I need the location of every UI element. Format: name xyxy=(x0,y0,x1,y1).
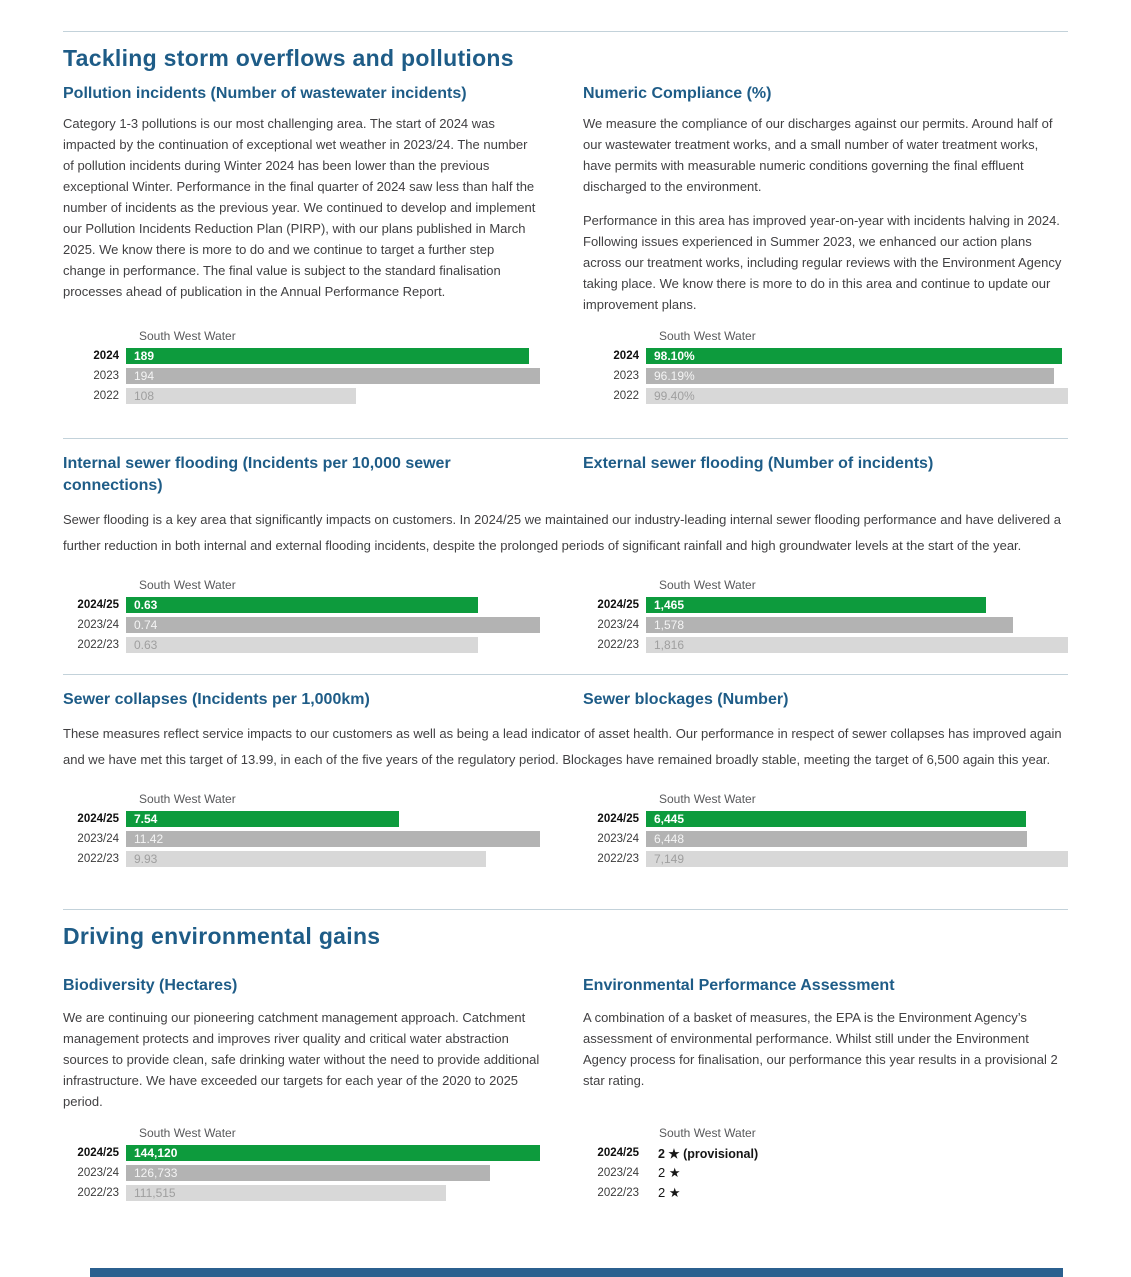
bar-track xyxy=(646,851,1068,867)
bar-value-label: 99.40% xyxy=(654,389,695,403)
report-page xyxy=(0,31,1131,1277)
bar-2022-23 xyxy=(126,851,486,867)
chart-series-label: South West Water xyxy=(659,329,756,343)
chart-year-label: 2022 xyxy=(93,390,119,402)
bar-2022-23 xyxy=(126,1185,446,1201)
sewer-body: These measures reflect service impacts to our customers as well as being a lead indicator of asset health. Our performance in respect of sewer collapses has improved again and we have met this target of 13.99, in each of the five years of the regulatory period. Blockages have remained broadly stable, meeting the target of 6,500 again this year. xyxy=(63,726,1062,767)
pollution-incidents-column xyxy=(63,83,540,408)
bar-value-label: 0.63 xyxy=(134,638,158,652)
biodiversity-column xyxy=(63,975,540,1205)
numeric-compliance-heading: Numeric Compliance (%) xyxy=(583,85,772,102)
internal-flooding-heading: Internal sewer flooding (Incidents per 10,000 sewer connections) xyxy=(63,455,451,494)
pollution-incidents-body: Category 1-3 pollutions is our most challenging area. The start of 2024 was impacted by the continuation of exceptional wet weather in 2023/24. The number of pollution incidents during Winter 2024 has been lower than the previous exceptional Winter. Performance in the final quarter of 2024 saw less than half the number of incidents as the previous year. We continued to develop and implement our Pollution Incidents Reduction Plan (PIRP), with our plans published in March 2025. We know there is more to do and we continue to target a further step change in performance. The final value is subject to the standard finalisation processes ahead of publication in the Annual Performance Report. xyxy=(63,116,536,299)
bar-value-label: 111,515 xyxy=(134,1186,176,1200)
bar-value-label: 1,578 xyxy=(654,618,685,632)
bar-2024-25 xyxy=(126,1145,540,1161)
chart-row-2024-25 xyxy=(583,1145,1068,1161)
environment-columns xyxy=(63,975,1068,1205)
chart-series-label: South West Water xyxy=(139,1126,236,1140)
bar-track xyxy=(126,1165,540,1181)
biodiversity-heading: Biodiversity (Hectares) xyxy=(63,977,238,994)
sewer-collapses-chart xyxy=(63,778,540,871)
chart-row-2022-23 xyxy=(63,1185,540,1201)
bar-track xyxy=(646,368,1068,384)
bar-2024-25 xyxy=(126,597,478,613)
section-divider xyxy=(63,909,1068,910)
chart-row-2024-25 xyxy=(63,811,540,827)
chart-year-label: 2022/23 xyxy=(597,1187,639,1199)
bar-track xyxy=(646,637,1068,653)
bar-track xyxy=(126,368,540,384)
chart-series-label: South West Water xyxy=(659,1126,756,1140)
chart-year-label: 2022 xyxy=(613,390,639,402)
chart-year-label: 2023/24 xyxy=(597,619,639,631)
chart-row-2022 xyxy=(583,388,1068,404)
chart-year-label: 2023/24 xyxy=(77,1167,119,1179)
chart-series-label: South West Water xyxy=(659,792,756,806)
chart-year-label: 2024/25 xyxy=(77,1147,119,1159)
chart-row-2023-24 xyxy=(583,617,1068,633)
bar-2024-25 xyxy=(646,811,1026,827)
section-divider xyxy=(63,438,1068,439)
sewer-charts xyxy=(63,778,1068,871)
chart-series-label: South West Water xyxy=(139,329,236,343)
chart-row-2022 xyxy=(63,388,540,404)
numeric-compliance-chart xyxy=(583,315,1068,408)
bar-track xyxy=(646,348,1068,364)
bar-2024 xyxy=(646,348,1062,364)
epa-body: A combination of a basket of measures, the EPA is the Environment Agency’s assessment of environmental performance. Whilst still under the Environment Agency process for finalisation, our performance this year results in a provisional 2 star rating. xyxy=(583,1010,1058,1088)
chart-year-label: 2024/25 xyxy=(597,599,639,611)
chart-year-label: 2023/24 xyxy=(597,833,639,845)
numeric-compliance-column xyxy=(583,83,1068,408)
bar-value-label: 96.19% xyxy=(654,369,695,383)
chart-year-label: 2023/24 xyxy=(77,833,119,845)
bar-value-label: 0.63 xyxy=(134,598,158,612)
page-content xyxy=(0,31,1131,1205)
chart-row-2022-23 xyxy=(583,1185,1068,1201)
bar-2024-25 xyxy=(126,811,399,827)
bar-2023-24 xyxy=(646,617,1013,633)
bar-track xyxy=(126,811,540,827)
chart-row-2022-23 xyxy=(63,637,540,653)
chart-row-2023-24 xyxy=(583,831,1068,847)
bar-value-label: 6,445 xyxy=(654,812,685,826)
chart-year-label: 2024/25 xyxy=(77,813,119,825)
bar-value-label: 144,120 xyxy=(134,1146,178,1160)
biodiversity-body: We are continuing our pioneering catchment management approach. Catchment management protects and improves river quality and critical water abstraction sources to provide clean, safe drinking water without the need to provide additional infrastructure. We have exceeded our targets for each year of the 2020 to 2025 period. xyxy=(63,1010,540,1109)
bar-track xyxy=(646,617,1068,633)
bar-2023-24 xyxy=(126,617,540,633)
epa-heading: Environmental Performance Assessment xyxy=(583,977,895,994)
section-title-storm: Tackling storm overflows and pollutions xyxy=(63,45,514,71)
bar-value-label: 98.10% xyxy=(654,349,695,363)
chart-year-label: 2022/23 xyxy=(597,853,639,865)
chart-year-label: 2023 xyxy=(93,370,119,382)
bar-2023-24 xyxy=(126,1165,490,1181)
bar-track xyxy=(646,388,1068,404)
bar-value-label: 126,733 xyxy=(134,1166,178,1180)
chart-row-2024-25 xyxy=(583,597,1068,613)
bar-value-label: 9.93 xyxy=(134,852,158,866)
bar-value-label: 6,448 xyxy=(654,832,685,846)
chart-year-label: 2024/25 xyxy=(597,813,639,825)
section-divider xyxy=(63,31,1068,32)
chart-year-label: 2023/24 xyxy=(77,619,119,631)
sewer-blockages-heading: Sewer blockages (Number) xyxy=(583,691,789,708)
chart-row-2023-24 xyxy=(583,1165,1068,1181)
sewer-headings xyxy=(63,689,1068,711)
chart-year-label: 2024 xyxy=(93,350,119,362)
chart-row-2022-23 xyxy=(583,637,1068,653)
bar-2022 xyxy=(126,388,356,404)
star-rating-value: 2 ★ xyxy=(658,1185,681,1200)
bar-track xyxy=(126,851,540,867)
chart-series-label: South West Water xyxy=(659,578,756,592)
chart-year-label: 2022/23 xyxy=(77,639,119,651)
bar-value-label: 1,816 xyxy=(654,638,685,652)
chart-year-label: 2022/23 xyxy=(77,1187,119,1199)
bar-track xyxy=(126,388,540,404)
bar-2024-25 xyxy=(646,597,986,613)
numeric-compliance-body-2: Performance in this area has improved year-on-year with incidents halving in 2024. Following issues experienced in Summer 2023, we enhanced our action plans across our treatment works, including regular reviews with the Environment Agency taking place. We know there is more to do in this area and continue to update our improvement plans. xyxy=(583,213,1062,312)
storm-columns xyxy=(63,83,1068,408)
bar-track xyxy=(126,597,540,613)
bar-2023 xyxy=(646,368,1054,384)
bar-2023 xyxy=(126,368,540,384)
flooding-headings xyxy=(63,453,1068,497)
bar-track xyxy=(646,831,1068,847)
footer-accent-bar xyxy=(90,1268,1063,1277)
flooding-charts xyxy=(63,564,1068,657)
epa-column xyxy=(583,975,1068,1205)
star-rating-value: 2 ★ (provisional) xyxy=(658,1146,759,1161)
chart-row-2024 xyxy=(63,348,540,364)
external-flooding-chart xyxy=(583,564,1068,657)
bar-track xyxy=(126,637,540,653)
bar-2022-23 xyxy=(126,637,478,653)
chart-row-2024-25 xyxy=(63,597,540,613)
bar-2023-24 xyxy=(646,831,1027,847)
bar-value-label: 0.74 xyxy=(134,618,158,632)
epa-rating-chart xyxy=(583,1112,1068,1205)
chart-year-label: 2022/23 xyxy=(77,853,119,865)
internal-flooding-chart xyxy=(63,564,540,657)
chart-series-label: South West Water xyxy=(139,578,236,592)
external-flooding-heading: External sewer flooding (Number of incidents) xyxy=(583,455,934,472)
bar-track xyxy=(126,1185,540,1201)
bar-track xyxy=(126,617,540,633)
bar-track xyxy=(126,1145,540,1161)
bar-2024 xyxy=(126,348,529,364)
chart-row-2023 xyxy=(63,368,540,384)
bar-track xyxy=(126,831,540,847)
bar-value-label: 189 xyxy=(134,349,155,363)
pollution-incidents-chart xyxy=(63,315,540,408)
numeric-compliance-body-1: We measure the compliance of our discharges against our permits. Around half of our wastewater treatment works, and a small number of water treatment works, have permits with measurable numeric conditions governing the final effluent discharged to the environment. xyxy=(583,116,1053,194)
chart-row-2023-24 xyxy=(63,831,540,847)
bar-value-label: 11.42 xyxy=(134,832,164,846)
chart-row-2023-24 xyxy=(63,617,540,633)
chart-row-2024-25 xyxy=(63,1145,540,1161)
bar-value-label: 194 xyxy=(134,369,155,383)
bar-2022 xyxy=(646,388,1068,404)
section-title-environment: Driving environmental gains xyxy=(63,923,381,949)
bar-value-label: 7.54 xyxy=(134,812,158,826)
chart-year-label: 2024/25 xyxy=(597,1147,639,1159)
bar-value-label: 108 xyxy=(134,389,155,403)
chart-row-2022-23 xyxy=(583,851,1068,867)
chart-year-label: 2024 xyxy=(613,350,639,362)
bar-value-label: 1,465 xyxy=(654,598,685,612)
bar-value-label: 7,149 xyxy=(654,852,685,866)
bar-2022-23 xyxy=(646,851,1068,867)
bar-2022-23 xyxy=(646,637,1068,653)
chart-row-2023 xyxy=(583,368,1068,384)
chart-row-2023-24 xyxy=(63,1165,540,1181)
chart-year-label: 2023/24 xyxy=(597,1167,639,1179)
chart-row-2024 xyxy=(583,348,1068,364)
biodiversity-chart xyxy=(63,1112,540,1205)
bar-track xyxy=(126,348,540,364)
sewer-collapses-heading: Sewer collapses (Incidents per 1,000km) xyxy=(63,691,370,708)
chart-row-2024-25 xyxy=(583,811,1068,827)
star-rating-value: 2 ★ xyxy=(658,1165,681,1180)
bar-track xyxy=(646,811,1068,827)
chart-row-2022-23 xyxy=(63,851,540,867)
chart-year-label: 2022/23 xyxy=(597,639,639,651)
chart-series-label: South West Water xyxy=(139,792,236,806)
chart-year-label: 2024/25 xyxy=(77,599,119,611)
chart-year-label: 2023 xyxy=(613,370,639,382)
section-divider xyxy=(63,674,1068,675)
bar-2023-24 xyxy=(126,831,540,847)
flooding-body: Sewer flooding is a key area that significantly impacts on customers. In 2024/25 we maintained our industry-leading internal sewer flooding performance and have delivered a further reduction in both internal and external flooding incidents, despite the prolonged periods of significant rainfall and high groundwater levels at the start of the year. xyxy=(63,512,1061,553)
pollution-incidents-heading: Pollution incidents (Number of wastewater incidents) xyxy=(63,85,467,102)
bar-track xyxy=(646,597,1068,613)
sewer-blockages-chart xyxy=(583,778,1068,871)
